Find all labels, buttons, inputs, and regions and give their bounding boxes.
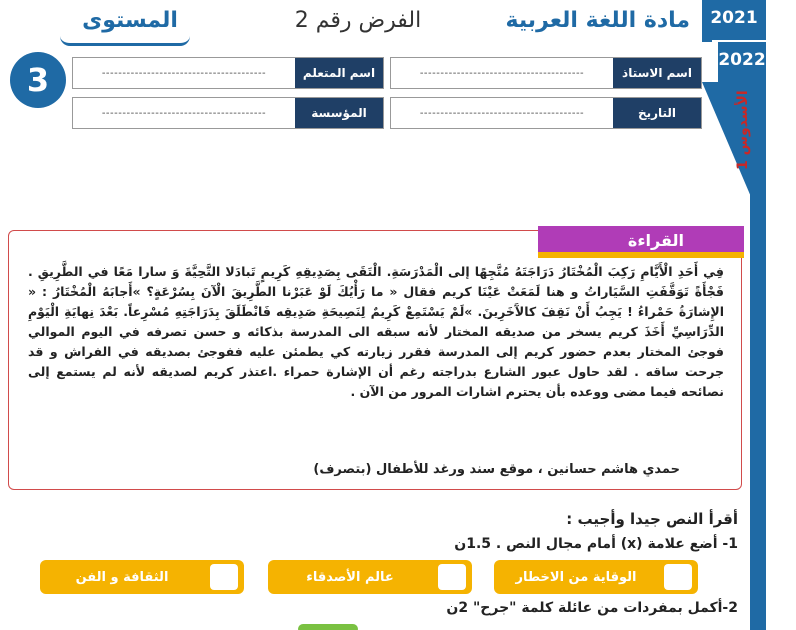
teacher-label: اسم الاستاذ [613, 58, 701, 88]
teacher-field[interactable]: ---------------------------------------- [419, 67, 585, 79]
choice-label: الثقافة و الفن [75, 569, 169, 585]
level-title: المستوى [82, 8, 178, 33]
school-label: المؤسسة [295, 98, 383, 128]
questions-intro: أقرأ النص جيدا وأجيب : [566, 510, 738, 528]
level-swoosh [60, 36, 190, 46]
date-field[interactable]: ---------------------------------------- [419, 107, 585, 119]
level-badge: 3 [10, 52, 66, 108]
green-decoration [298, 624, 358, 630]
year-end: 2022 [718, 50, 766, 70]
choice-label: الوقاية من الاخطار [515, 569, 637, 585]
choice-checkbox[interactable] [210, 564, 238, 590]
student-field[interactable]: ---------------------------------------- [101, 67, 267, 79]
info-row [66, 97, 702, 129]
info-table [66, 57, 702, 129]
date-cell [390, 97, 702, 129]
choice-option[interactable] [268, 560, 472, 594]
school-cell [72, 97, 384, 129]
student-cell [72, 57, 384, 89]
choice-option[interactable] [40, 560, 244, 594]
info-row [66, 57, 702, 89]
student-label: اسم المتعلم [295, 58, 383, 88]
question-2: 2-أكمل بمفردات من عائلة كلمة "جرح" 2ن [446, 600, 738, 616]
year-start: 2021 [710, 8, 758, 28]
choice-label: عالم الأصدقاء [306, 569, 394, 585]
choice-checkbox[interactable] [438, 564, 466, 590]
year-divider [712, 40, 766, 42]
reading-tab: القراءة [538, 226, 744, 254]
school-field[interactable]: ---------------------------------------- [101, 107, 267, 119]
date-label: التاريخ [613, 98, 701, 128]
semester-label: الأسدوس 1 [735, 90, 751, 170]
reading-passage: فِي أَحَدِ الْأَيَّامِ رَكِبَ الْمُخْتَارُ دَرَاجَتَهُ مُتَّجِهًا إلى الْمَدْرَسَةِ. الْتَقَى بِصَدِيقِهِ كَرِيمٍ تَبادَلا التَّحِيَّةَ وَ سارا مَعًا في الطَّرِيقِ . فَجْأَةً تَوَقَّفَتِ السَّيَاراتُ و هنا لَمَعَتْ عَيْنَا كريم فقال « ما رَأْيُكَ لَوْ عَبَرْنا الطَّرِيقَ الْآنَ بِسُرْعَةٍ؟ »أَجابَهُ الْمُخْتَارُ : « الإِشارَةُ حَمْراءُ ! يَجِبُ أَنْ نَقِفَ كالآَخَرِينَ. »لَمْ يَسْتَمِعْ كَرِيمٌ لِنَصِيحَةِ صَدِيقِه فَانْطَلَقَ بِدَرَاجَتِهِ مُسْرِعاً. بَعْدَ نِهايَةِ الْيَوْمِ الدِّرَاسِيِّ أَخَذَ كريم يسخر من صديقه المختار لأنه سبقه الى المدرسة بذكائه و حسن تصرفه في اليوم الموالي فوجئ المختار بعدم حضور كريم إلى المدرسة فقرر زيارته كي يطمئن عليه ففوجئ بصديقه في الفراش و قد جرحت ساقه . لقد حاول عبور الشارع بدراجته رغم أن الإشارة حمراء .اعتذر كريم لصديقه لأنه لم يستمع إلى نصائحه فيما مضى ووعده بأن يحترم اشارات المرور من الآن . [28, 264, 724, 399]
teacher-cell [390, 57, 702, 89]
choice-option[interactable] [494, 560, 698, 594]
choice-checkbox[interactable] [664, 564, 692, 590]
question-1: 1- أضع علامة (x) أمام مجال النص . 1.5ن [454, 536, 738, 552]
passage-source: حمدي هاشم حسانين ، موقع سند ورغد للأطفال (بتصرف) [313, 462, 680, 477]
reading-tab-underline [538, 252, 744, 258]
exam-title: الفرض رقم 2 [294, 8, 422, 33]
subject-title: مادة اللغة العربية [505, 8, 690, 33]
